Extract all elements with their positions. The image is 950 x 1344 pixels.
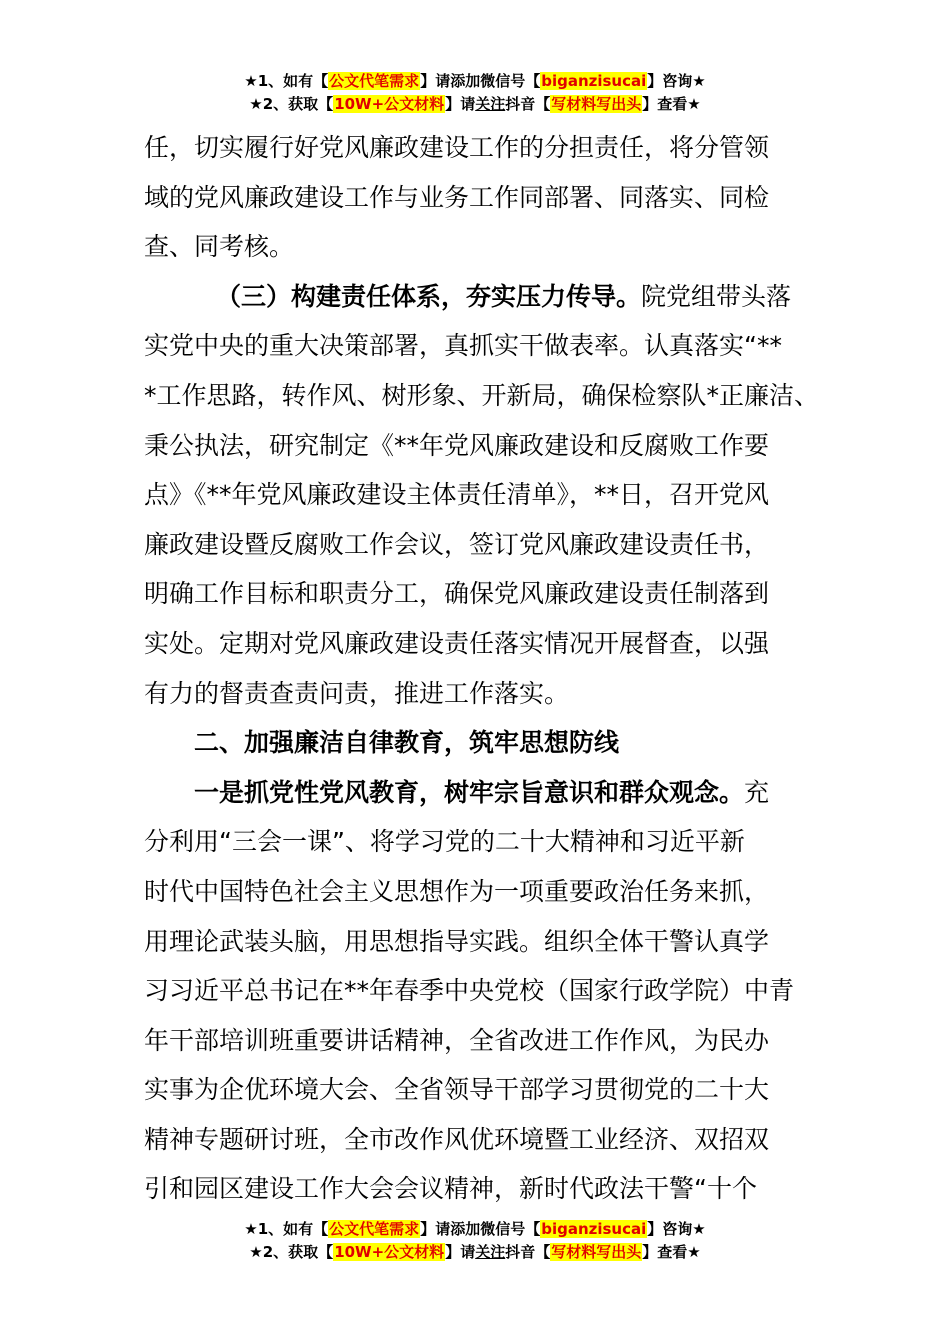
- text-line: 年干部培训班重要讲话精神，全省改进工作作风，为民办: [144, 1025, 770, 1055]
- banner-highlight-service: 公文代笔需求: [329, 1220, 420, 1238]
- banner-text: 】请: [445, 1243, 476, 1261]
- text-line: 实事为企优环境大会、全省领导干部学习贯彻党的二十大: [144, 1075, 770, 1105]
- banner-line-1: [0, 70, 950, 93]
- bottom-banner: [0, 1218, 950, 1264]
- banner-text: ★2、获取【: [249, 1243, 334, 1261]
- text-line: 时代中国特色社会主义思想作为一项重要政治任务来抓，: [144, 876, 770, 906]
- banner-highlight-wechat-id: biganzisucai: [541, 72, 647, 90]
- text-line: 查、同考核。: [144, 232, 295, 262]
- banner-text: 】请添加微信号【: [420, 72, 541, 90]
- text-line: 实党中央的重大决策部署，真抓实干做表率。认真落实“**: [144, 331, 782, 361]
- top-banner: [0, 70, 950, 116]
- text-line: 实处。定期对党风廉政建设责任落实情况开展督查，以强: [144, 628, 770, 658]
- banner-text: 】咨询★: [647, 72, 706, 90]
- banner-text: 】咨询★: [647, 1220, 706, 1238]
- text-line: 点》《**年党风廉政建设主体责任清单》，**日，召开党风: [144, 480, 770, 510]
- banner-highlight-account: 写材料写出头: [551, 95, 642, 113]
- text-line: 任，切实履行好党风廉政建设工作的分担责任，将分管领: [144, 133, 770, 162]
- banner-highlight-wechat-id: biganzisucai: [541, 1220, 647, 1238]
- banner-highlight-service: 公文代笔需求: [329, 72, 420, 90]
- banner-highlight-materials: 10W+公文材料: [334, 95, 445, 113]
- text-line: 廉政建设暨反腐败工作会议，签订党风廉政建设责任书，: [144, 529, 770, 559]
- banner-text: 】查看★: [642, 1243, 701, 1261]
- paragraph-heading: （三）构建责任体系，夯实压力传导。: [216, 281, 642, 311]
- banner-text: 抖音【: [505, 95, 551, 113]
- text-line: 域的党风廉政建设工作与业务工作同部署、同落实、同检: [144, 182, 770, 212]
- banner-text: ★2、获取【: [249, 95, 334, 113]
- section-heading: [144, 718, 824, 768]
- text-line: 明确工作目标和职责分工，确保党风廉政建设责任制落到: [144, 579, 770, 609]
- banner-highlight-materials: 10W+公文材料: [334, 1243, 445, 1261]
- banner-underlined-text: 关注: [475, 95, 506, 113]
- text-fragment: 充: [744, 777, 770, 807]
- banner-line-2: [0, 93, 950, 116]
- paragraph-responsibility-system: [144, 272, 824, 718]
- text-line: *工作思路，转作风、树形象、开新局，确保检察队*正廉洁、: [144, 380, 820, 410]
- paragraph-heading: 一是抓党性党风教育，树牢宗旨意识和群众观念。: [194, 777, 745, 807]
- banner-text: 抖音【: [505, 1243, 551, 1261]
- section-title: 二、加强廉洁自律教育，筑牢思想防线: [194, 728, 620, 758]
- banner-line-2: [0, 1241, 950, 1264]
- text-line: 秉公执法，研究制定《**年党风廉政建设和反腐败工作要: [144, 430, 770, 460]
- banner-text: ★1、如有【: [244, 1220, 329, 1238]
- text-fragment: 院党组带头落: [641, 281, 792, 311]
- text-line: [144, 768, 824, 818]
- paragraph-party-education: [144, 768, 824, 1214]
- banner-text: 】请: [445, 95, 476, 113]
- banner-underlined-text: 关注: [475, 1243, 506, 1261]
- text-line: 精神专题研讨班，全市改作风优环境暨工业经济、双招双: [144, 1124, 770, 1154]
- text-line: 有力的督责查责问责，推进工作落实。: [144, 678, 570, 708]
- document-body: [144, 123, 824, 1214]
- paragraph-continuation: [144, 123, 824, 272]
- text-line: 引和园区建设工作大会会议精神，新时代政法干警“十个: [144, 1174, 757, 1204]
- text-line: 分利用“三会一课”、将学习党的二十大精神和习近平新: [144, 827, 745, 857]
- banner-highlight-account: 写材料写出头: [551, 1243, 642, 1261]
- text-line: 习习近平总书记在**年春季中央党校（国家行政学院）中青: [144, 976, 795, 1006]
- text-line: [144, 272, 824, 322]
- banner-text: 】查看★: [642, 95, 701, 113]
- banner-line-1: [0, 1218, 950, 1241]
- banner-text: 】请添加微信号【: [420, 1220, 541, 1238]
- banner-text: ★1、如有【: [244, 72, 329, 90]
- text-line: 用理论武装头脑，用思想指导实践。组织全体干警认真学: [144, 926, 770, 956]
